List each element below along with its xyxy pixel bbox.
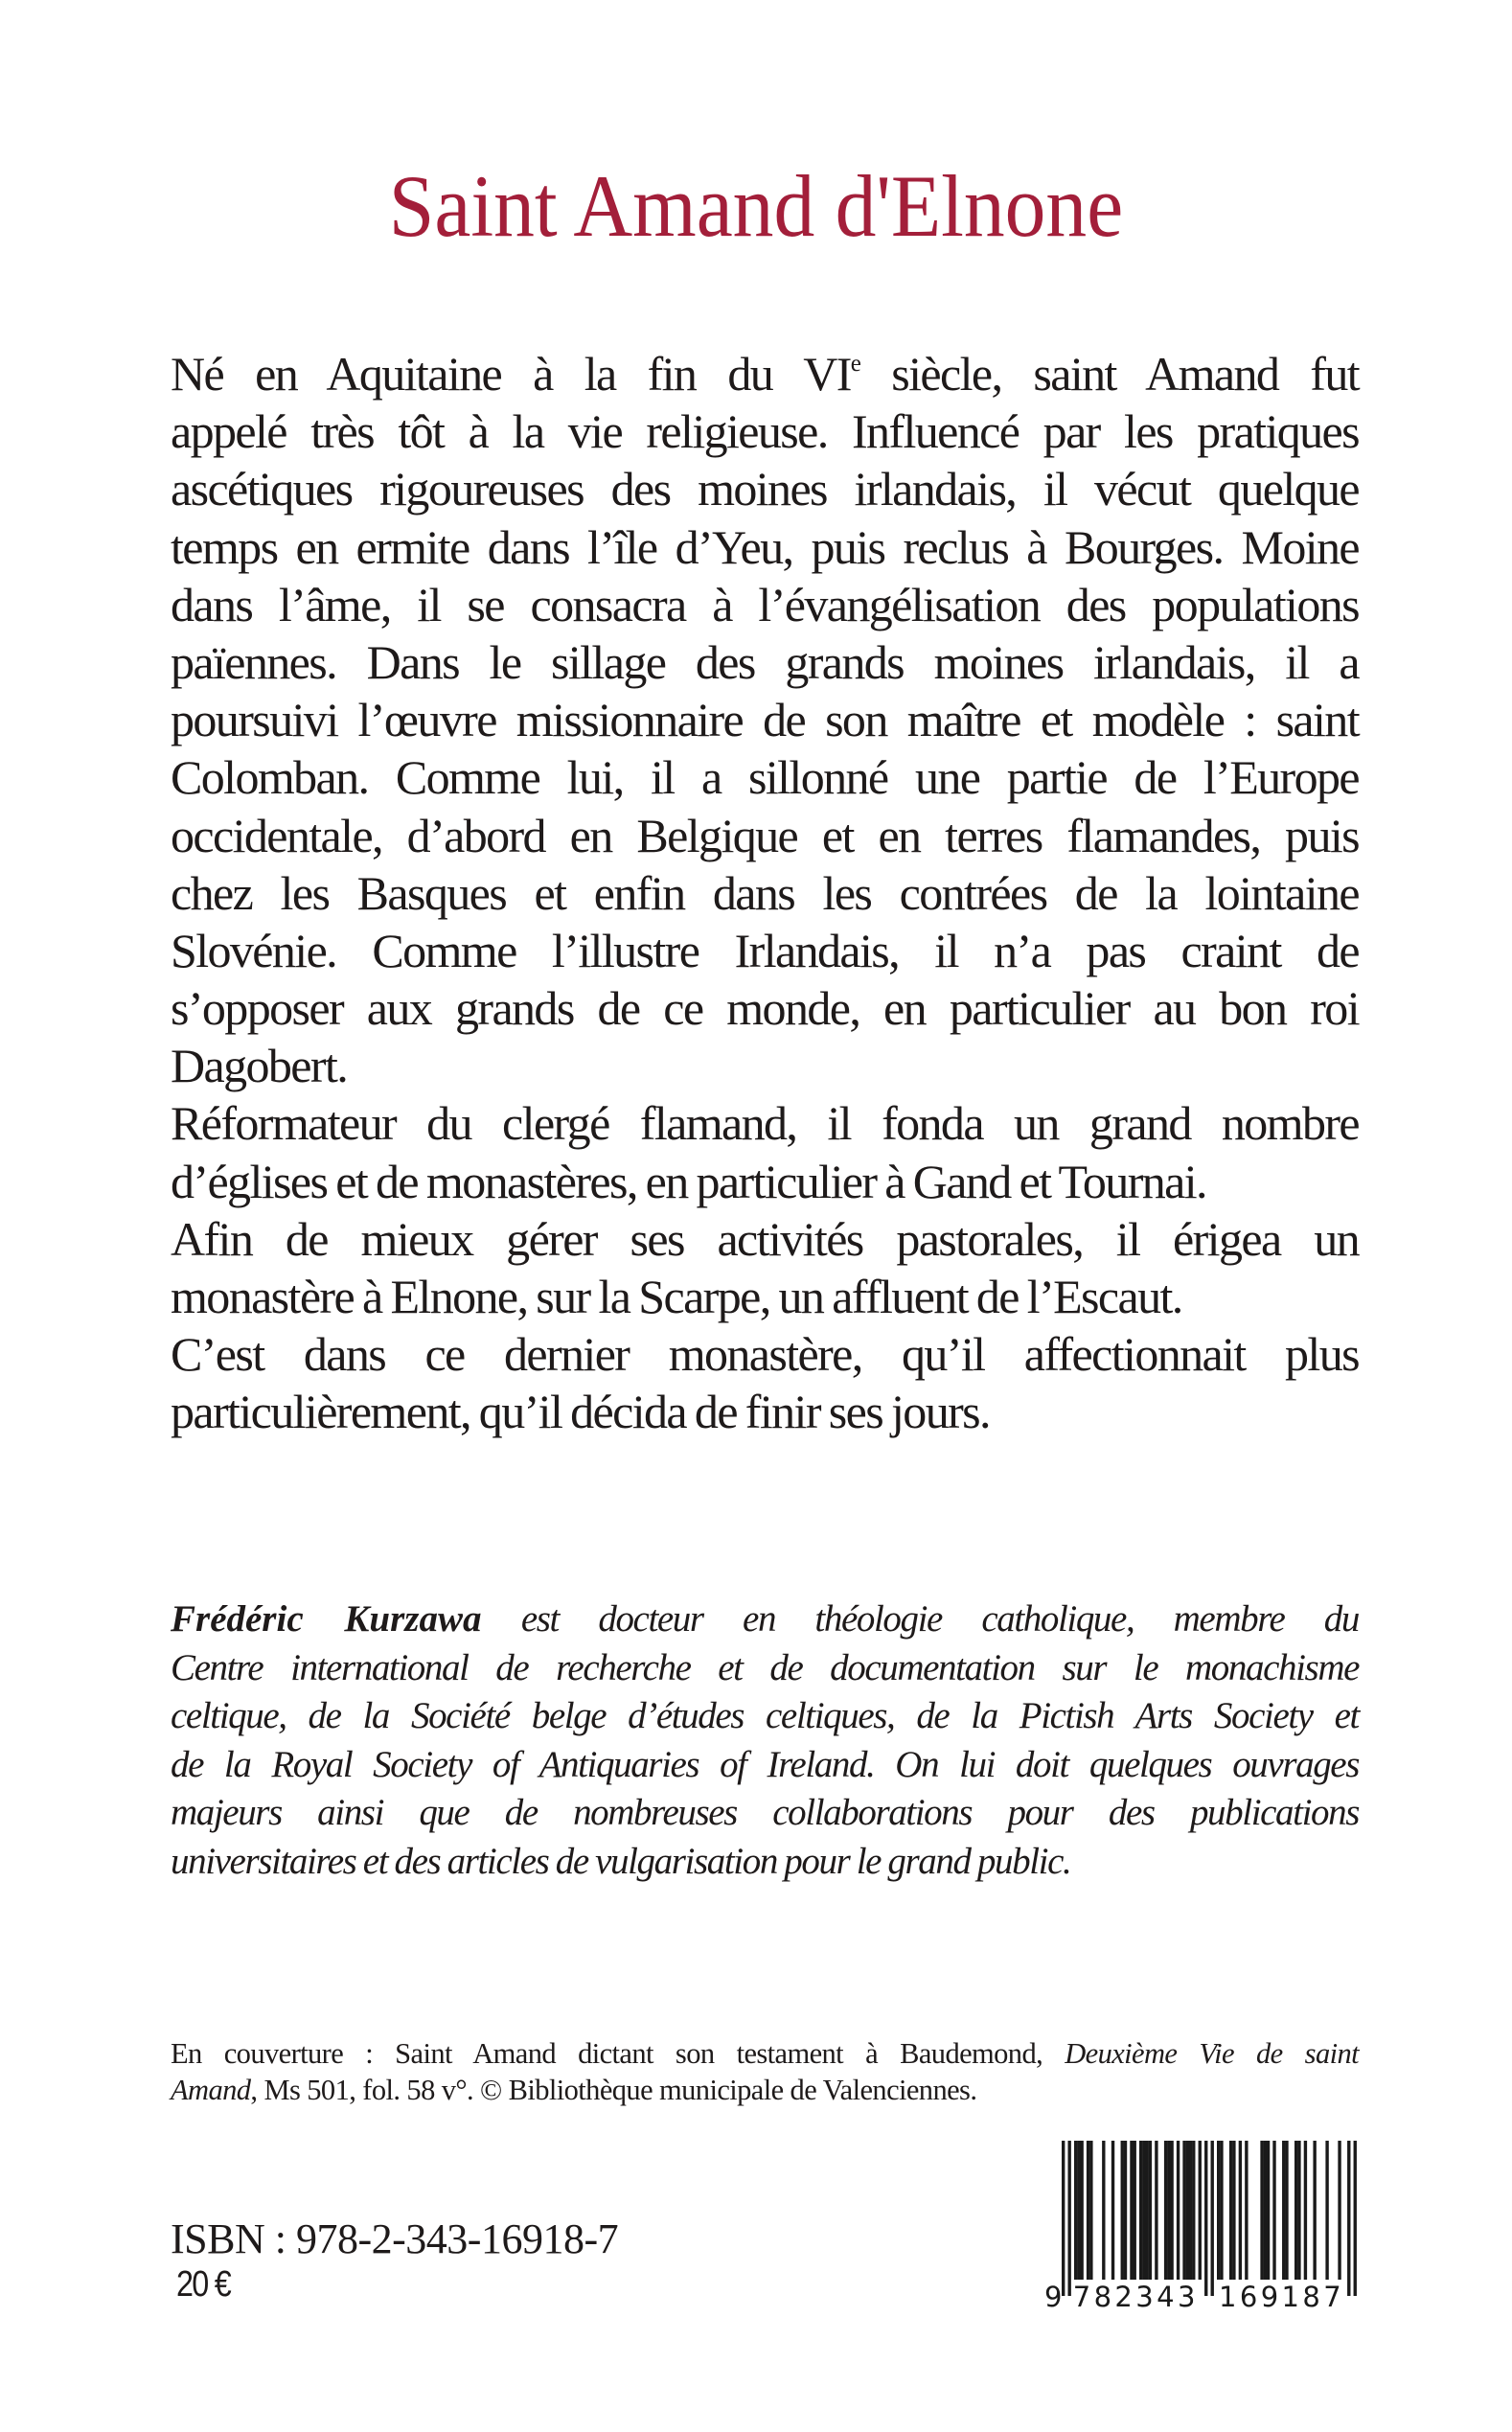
- cover-credit-line: [171, 2072, 1359, 2108]
- isbn-separator: :: [264, 2215, 296, 2262]
- book-title: Saint Amand d'Elnone: [388, 157, 1124, 255]
- cover-credit-text: , Ms 501, fol. 58 v°. © Bibliothèque municipale de Valenciennes.: [250, 2074, 977, 2106]
- svg-text:9: 9: [1044, 2281, 1065, 2311]
- author-bio-line: celtique, de la Société belge d’études celtiques, de la Pictish Arts Society et: [171, 1695, 1359, 1736]
- summary-line: dans l’âme, il se consacra à l’évangélisation des populations: [171, 577, 1359, 631]
- summary-line: païennes. Dans le sillage des grands moines irlandais, il a: [171, 634, 1359, 689]
- summary-line: chez les Basques et enfin dans les contrées de la lointaine: [171, 865, 1359, 920]
- summary-line: Colomban. Comme lui, il a sillonné une partie de l’Europe: [171, 750, 1359, 805]
- summary-line: particulièrement, qu’il décida de finir ses jours.: [171, 1385, 990, 1439]
- summary-line: poursuivi l’œuvre missionnaire de son maître et modèle : saint: [171, 693, 1359, 747]
- isbn-value: 978-2-343-16918-7: [295, 2215, 619, 2262]
- author-bio-line: [171, 1595, 1359, 1644]
- cover-credit-line: [171, 2035, 1359, 2072]
- author-bio-line: universitaires et des articles de vulgarisation pour le grand public.: [171, 1840, 1071, 1882]
- svg-text:169187: 169187: [1219, 2281, 1345, 2311]
- summary-line: C’est dans ce dernier monastère, qu’il affectionnait plus: [171, 1327, 1359, 1382]
- author-bio-text: est docteur en théologie catholique, membre du: [481, 1598, 1360, 1640]
- barcode-graphic: [1044, 2139, 1370, 2311]
- author-bio-line: Centre international de recherche et de documentation sur le monachisme: [171, 1646, 1359, 1688]
- isbn-label: ISBN: [171, 2215, 265, 2262]
- cover-credit: [171, 2035, 1359, 2108]
- summary-line: s’opposer aux grands de ce monde, en particulier au bon roi: [171, 981, 1359, 1036]
- summary-line: Afin de mieux gérer ses activités pastorales, il érigea un: [171, 1211, 1359, 1266]
- isbn: [171, 2215, 618, 2263]
- summary-line: ascétiques rigoureuses des moines irlandais, il vécut quelque: [171, 462, 1359, 516]
- price: 20 €: [176, 2264, 231, 2305]
- summary-line: [171, 345, 1359, 402]
- svg-text:782343: 782343: [1072, 2281, 1199, 2311]
- summary-line: monastère à Elnone, sur la Scarpe, un affluent de l’Escaut.: [171, 1270, 1182, 1323]
- author-bio-line: de la Royal Society of Antiquaries of Ireland. On lui doit quelques ouvrages: [171, 1743, 1359, 1785]
- summary-line: d’églises et de monastères, en particulier à Gand et Tournai.: [171, 1154, 1206, 1208]
- cover-credit-work-title: Deuxième Vie de saint: [1065, 2037, 1360, 2070]
- ean13-barcode-icon: [1044, 2139, 1370, 2311]
- author-bio-line: majeurs ainsi que de nombreuses collaborations pour des publications: [171, 1792, 1359, 1833]
- cover-credit-text: En couverture : Saint Amand dictant son testament à Baudemond,: [171, 2037, 1065, 2070]
- book-summary: [171, 345, 1359, 1441]
- author-name: Frédéric Kurzawa: [171, 1598, 482, 1640]
- summary-line: occidentale, d’abord en Belgique et en terres flamandes, puis: [171, 808, 1359, 862]
- cover-credit-work-title: Amand: [171, 2074, 251, 2106]
- summary-line: Slovénie. Comme l’illustre Irlandais, il n’a pas craint de: [171, 923, 1359, 977]
- superscript-e: e: [850, 351, 860, 377]
- summary-line: Dagobert.: [171, 1039, 348, 1093]
- summary-line: Réformateur du clergé flamand, il fonda un grand nombre: [171, 1096, 1359, 1151]
- summary-line-text: siècle, saint Amand fut: [859, 347, 1360, 401]
- summary-line-text: Né en Aquitaine à la fin du VI: [171, 347, 851, 401]
- summary-line: temps en ermite dans l’île d’Yeu, puis reclus à Bourges. Moine: [171, 519, 1359, 574]
- summary-line: appelé très tôt à la vie religieuse. Influencé par les pratiques: [171, 404, 1359, 459]
- author-bio: [171, 1595, 1359, 1886]
